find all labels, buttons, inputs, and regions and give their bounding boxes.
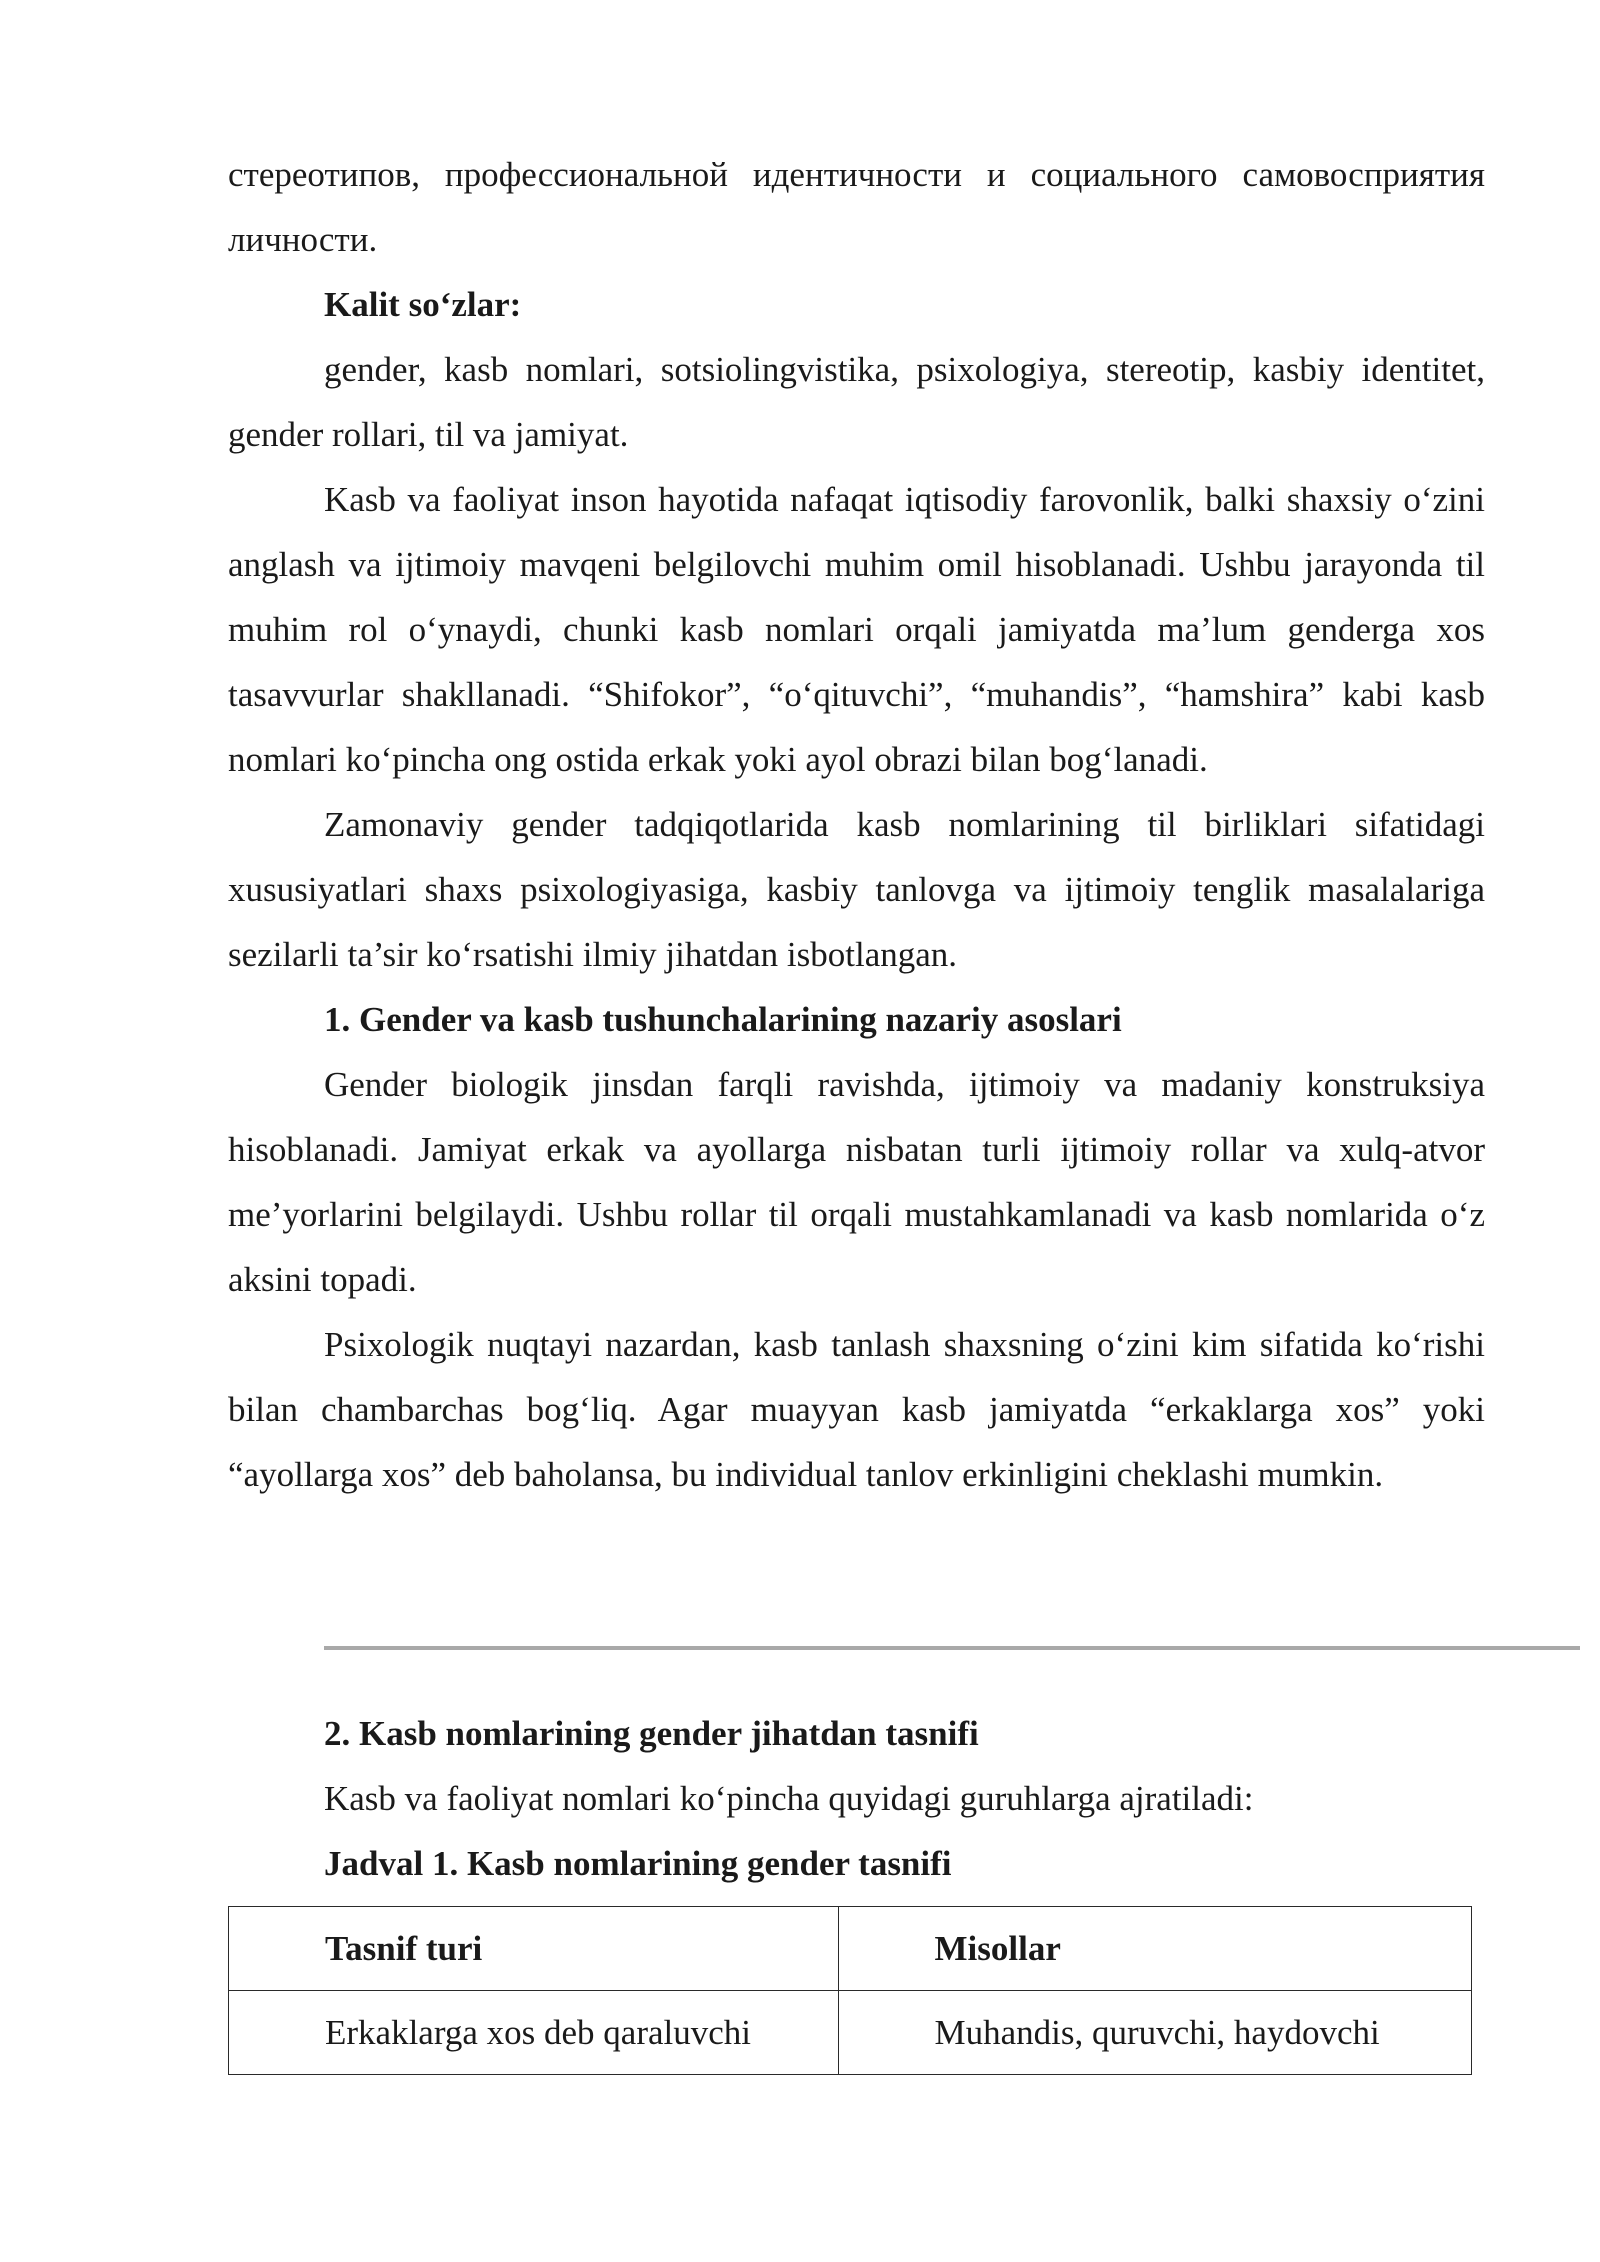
horizontal-divider	[324, 1646, 1580, 1650]
paragraph-intro-1: Kasb va faoliyat inson hayotida nafaqat iqtisodiy farovonlik, balki shaxsiy o‘zini anglash va ijtimoiy mavqeni belgilovchi muhim omil hisoblanadi. Ushbu jarayonda til muhim rol o‘ynaydi, chunki kasb nomlari orqali jamiyatda ma’lum genderga xos tasavvurlar shakllanadi. “Shifokor”, “o‘qituvchi”, “muhandis”, “hamshira” kabi kasb nomlari ko‘pincha ong ostida erkak yoki ayol obrazi bilan bog‘lanadi.	[228, 480, 1485, 779]
keywords-block	[228, 272, 1485, 1507]
section2-heading: 2. Kasb nomlarining gender jihatdan tasnifi	[324, 1714, 979, 1753]
section1-heading: 1. Gender va kasb tushunchalarining nazariy asoslari	[324, 1000, 1122, 1039]
table-header-row	[229, 1907, 1472, 1991]
paragraph-intro-2: Zamonaviy gender tadqiqotlarida kasb nomlarining til birliklari sifatidagi xususiyatlari shaxs psixologiyasiga, kasbiy tanlovga va ijtimoiy tenglik masalalariga sezilarli ta’sir ko‘rsatishi ilmiy jihatdan isbotlangan.	[228, 805, 1485, 974]
keywords-text: gender, kasb nomlari, sotsiolingvistika, psixologiya, stereotip, kasbiy identitet, gender rollari, til va jamiyat.	[228, 350, 1485, 454]
table-header-cell: Misollar	[838, 1907, 1471, 1991]
classification-table	[228, 1906, 1472, 2075]
intro-continuation	[228, 142, 1485, 272]
intro-continuation-text: стереотипов, профессиональной идентичности и социального самовосприятия личности.	[228, 155, 1485, 259]
section1-paragraph-1: Gender biologik jinsdan farqli ravishda, ijtimoiy va madaniy konstruksiya hisoblanadi. Jamiyat erkak va ayollarga nisbatan turli ijtimoiy rollar va xulq-atvor me’yorlarini belgilaydi. Ushbu rollar til orqali mustahkamlanadi va kasb nomlarida o‘z aksini topadi.	[228, 1065, 1485, 1299]
section2-lead: Kasb va faoliyat nomlari ko‘pincha quyidagi guruhlarga ajratiladi:	[324, 1779, 1254, 1818]
table-caption: Jadval 1. Kasb nomlarining gender tasnifi	[324, 1844, 952, 1883]
table-row	[229, 1991, 1472, 2075]
table-cell: Erkaklarga xos deb qaraluvchi	[229, 1991, 839, 2075]
keywords-heading: Kalit so‘zlar:	[324, 285, 522, 324]
table-cell: Muhandis, quruvchi, haydovchi	[838, 1991, 1471, 2075]
section2-block	[228, 1701, 1485, 1896]
table-header-cell: Tasnif turi	[229, 1907, 839, 1991]
section1-paragraph-2: Psixologik nuqtayi nazardan, kasb tanlash shaxsning o‘zini kim sifatida ko‘rishi bilan chambarchas bog‘liq. Agar muayyan kasb jamiyatda “erkaklarga xos” yoki “ayollarga xos” deb baholansa, bu individual tanlov erkinligini cheklashi mumkin.	[228, 1325, 1485, 1494]
